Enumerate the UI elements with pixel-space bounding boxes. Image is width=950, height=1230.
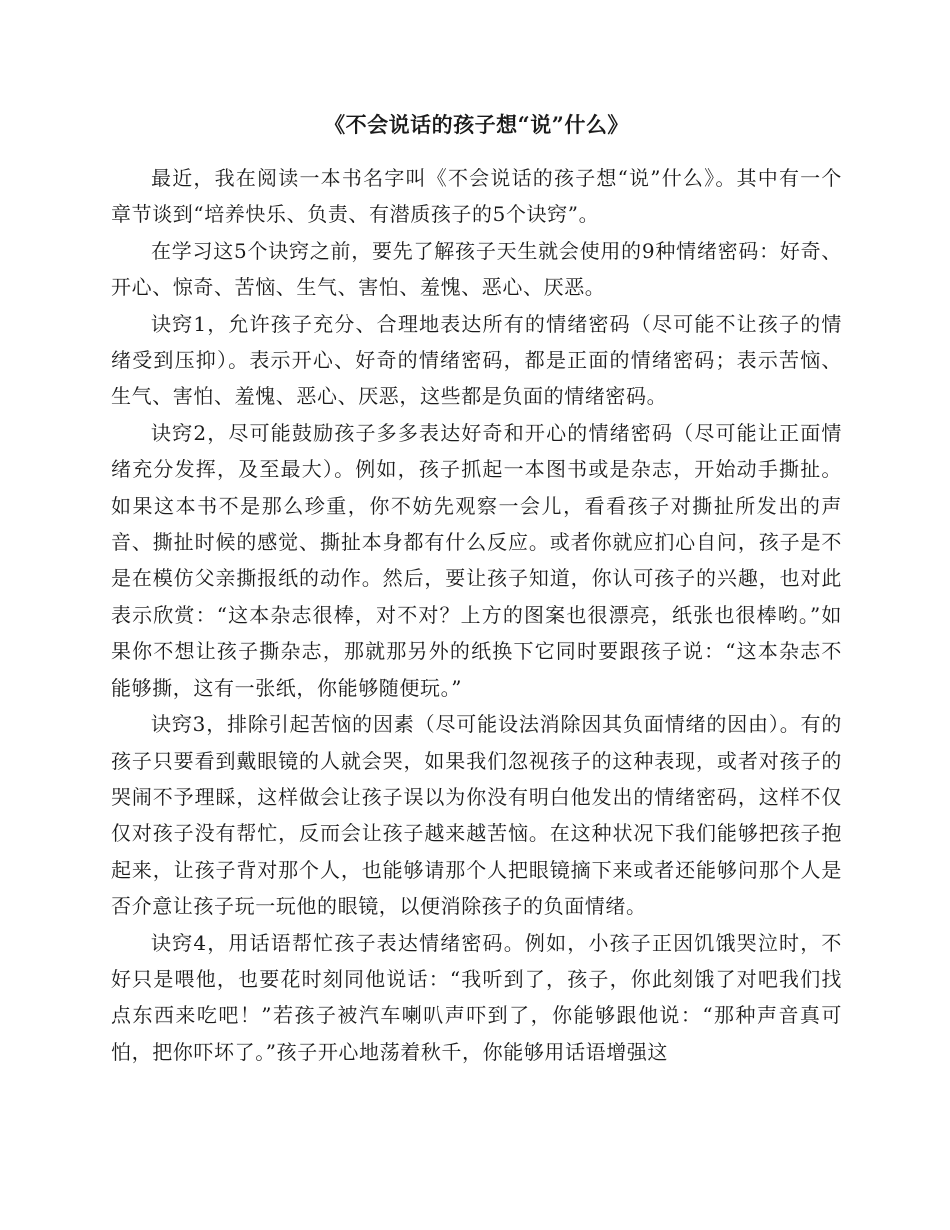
paragraph-tip-1: 诀窍1，允许孩子充分、合理地表达所有的情绪密码（尽可能不让孩子的情绪受到压抑）。表示开心、好奇的情绪密码，都是正面的情绪密码；表示苦恼、生气、害怕、羞愧、恶心、厌恶，这些都是负面的情绪密码。 [111,311,842,409]
paragraph-emotion-codes: 在学习这5个诀窍之前，要先了解孩子天生就会使用的9种情绪密码：好奇、开心、惊奇、苦恼、生气、害怕、羞愧、恶心、厌恶。 [111,238,842,300]
paragraph-tip-3: 诀窍3，排除引起苦恼的因素（尽可能设法消除因其负面情绪的因由）。有的孩子只要看到戴眼镜的人就会哭，如果我们忽视孩子的这种表现，或者对孩子的哭闹不予理睬，这样做会让孩子误以为你没有明白他发出的情绪密码，这样不仅仅对孩子没有帮忙，反而会让孩子越来越苦恼。在这种状况下我们能够把孩子抱起来，让孩子背对那个人，也能够请那个人把眼镜摘下来或者还能够问那个人是否介意让孩子玩一玩他的眼镜，以便消除孩子的负面情绪。 [111,712,842,919]
paragraph-tip-4: 诀窍4，用话语帮忙孩子表达情绪密码。例如，小孩子正因饥饿哭泣时，不好只是喂他，也要花时刻同他说话：“我听到了，孩子，你此刻饿了对吧我们找点东西来吃吧！”若孩子被汽车喇叭声吓到了，你能够跟他说：“那种声音真可怕，把你吓坏了。”孩子开心地荡着秋千，你能够用话语增强这 [111,930,842,1064]
paragraph-tip-2: 诀窍2，尽可能鼓励孩子多多表达好奇和开心的情绪密码（尽可能让正面情绪充分发挥，及至最大）。例如，孩子抓起一本图书或是杂志，开始动手撕扯。如果这本书不是那么珍重，你不妨先观察一会儿，看看孩子对撕扯所发出的声音、撕扯时候的感觉、撕扯本身都有什么反应。或者你就应扪心自问，孩子是不是在模仿父亲撕报纸的动作。然后，要让孩子知道，你认可孩子的兴趣，也对此表示欣赏：“这本杂志很棒，对不对？上方的图案也很漂亮，纸张也很棒哟。”如果你不想让孩子撕杂志，那就那另外的纸换下它同时要跟孩子说：“这本杂志不能够撕，这有一张纸，你能够随便玩。” [111,420,842,700]
paragraph-intro: 最近，我在阅读一本书名字叫《不会说话的孩子想“说”什么》。其中有一个章节谈到“培养快乐、负责、有潜质孩子的5个诀窍”。 [111,166,842,227]
document-page [111,108,842,1070]
document-title: 《不会说话的孩子想“说”什么》 [324,112,629,137]
